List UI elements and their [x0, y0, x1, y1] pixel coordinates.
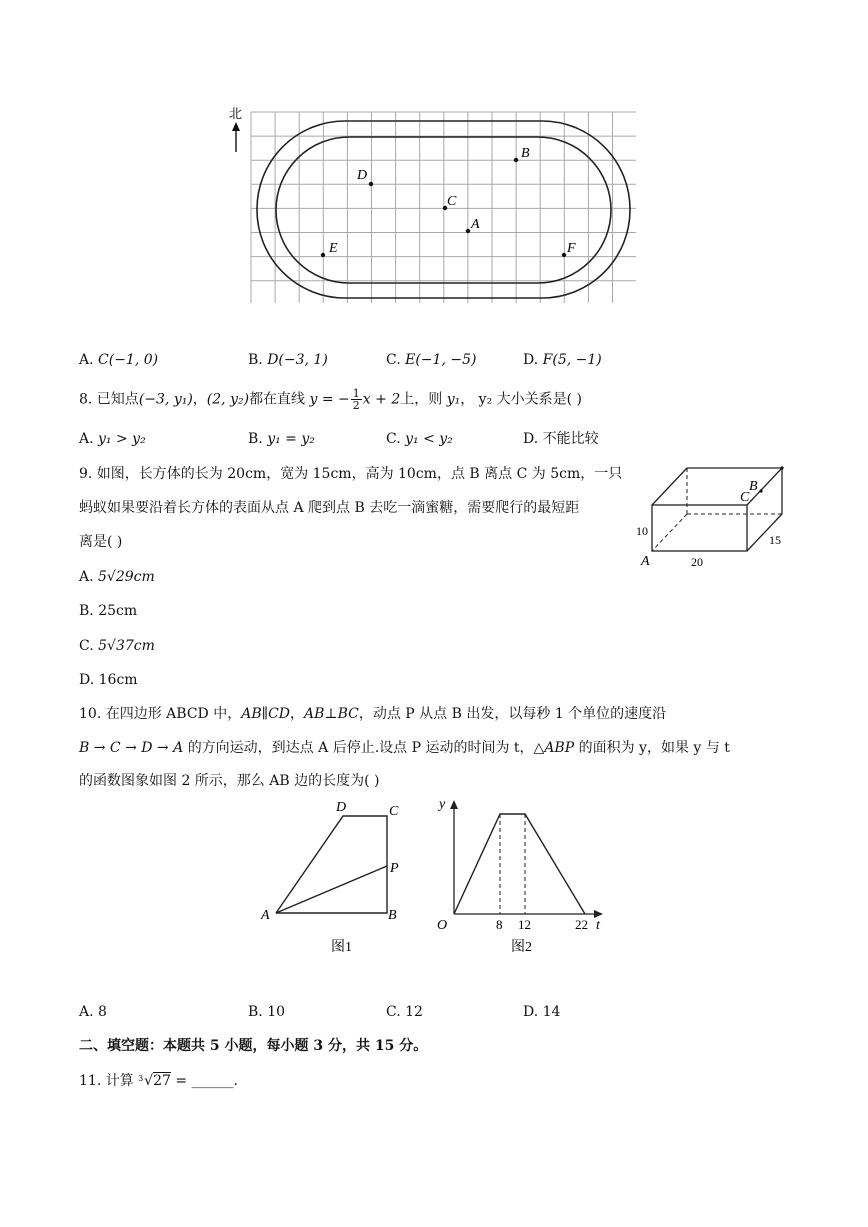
- fraction: $\frac{1}{2}$: [352, 387, 360, 412]
- north-arrow-head: [232, 122, 240, 131]
- q9-option-a[interactable]: A. 5√29cm: [79, 569, 155, 585]
- q8-option-c[interactable]: C. y₁ < y₂: [386, 431, 453, 447]
- cuboid-width: 15: [769, 533, 781, 547]
- point-d: [369, 182, 373, 186]
- cuboid-label-a: A: [641, 554, 650, 569]
- q11-stem: 11. 计算 3 √27 = ______.: [79, 1073, 239, 1089]
- fig1-label-b: B: [388, 908, 397, 923]
- point-e: [321, 253, 325, 257]
- point-b: [514, 158, 518, 162]
- q9-line-3: 离是( ): [79, 534, 123, 550]
- label-f: F: [567, 241, 576, 256]
- north-label: 北: [229, 106, 243, 121]
- q10-option-c[interactable]: C. 12: [386, 1004, 423, 1020]
- cuboid-figure: [630, 458, 800, 573]
- q9-option-d[interactable]: D. 16cm: [79, 672, 138, 688]
- fig1-label-a: A: [261, 908, 270, 923]
- q10-option-b[interactable]: B. 10: [248, 1004, 286, 1020]
- section-heading: 二、填空题：本题共 5 小题，每小题 3 分，共 15 分。: [79, 1038, 428, 1054]
- q7-option-b[interactable]: B. D(−3, 1): [248, 352, 328, 368]
- q7-option-a[interactable]: A. C(−1, 0): [79, 352, 159, 368]
- cuboid-length: 20: [691, 555, 703, 569]
- label-e: E: [329, 241, 338, 256]
- q10-line-2: B → C → D → A 的方向运动，到达点 A 后停止.设点 P 运动的时间为 t，△ABP 的面积为 y，如果 y 与 t: [79, 740, 730, 756]
- label-c: C: [447, 194, 457, 209]
- fig2-origin-label: O: [437, 918, 448, 933]
- fig1-caption: 图1: [331, 940, 352, 955]
- q7-option-d[interactable]: D. F(5, −1): [523, 352, 602, 368]
- fig1-label-d: D: [336, 800, 347, 815]
- track-grid-figure: [0, 0, 868, 330]
- q8-option-d[interactable]: D. 不能比较: [523, 431, 599, 447]
- q8-option-a[interactable]: A. y₁ > y₂: [79, 431, 146, 447]
- q9-line-2: 蚂蚁如果要沿着长方体的表面从点 A 爬到点 B 去吃一滴蜜糖，需要爬行的最短距: [79, 500, 580, 516]
- fig2-t-label: t: [596, 918, 600, 933]
- q10-option-a[interactable]: A. 8: [79, 1004, 107, 1020]
- fig2-tick-22: 22: [575, 917, 588, 932]
- fig2-tick-8: 8: [496, 917, 503, 932]
- point-f: [562, 253, 566, 257]
- fig2-y-label: y: [439, 797, 446, 812]
- fig1-label-p: P: [390, 861, 399, 876]
- q10-line-1: 10. 在四边形 ABCD 中，AB∥CD，AB⊥BC，动点 P 从点 B 出发，以每秒 1 个单位的速度沿: [79, 706, 667, 722]
- q8-option-b[interactable]: B. y₁ = y₂: [248, 431, 315, 447]
- q10-figure-2: [430, 795, 610, 960]
- fig2-tick-12: 12: [518, 917, 531, 932]
- q9-option-b[interactable]: B. 25cm: [79, 603, 138, 619]
- cube-root: 3 √27: [138, 1073, 171, 1089]
- q7-option-c[interactable]: C. E(−1, −5): [386, 352, 477, 368]
- fig2-caption: 图2: [511, 940, 532, 955]
- fig1-label-c: C: [389, 804, 399, 819]
- label-a: A: [471, 217, 480, 232]
- cuboid-label-c: C: [740, 490, 750, 505]
- q10-line-3: 的函数图象如图 2 所示，那么 AB 边的长度为( ): [79, 773, 380, 789]
- q9-line-1: 9. 如图，长方体的长为 20cm，宽为 15cm，高为 10cm，点 B 离点 C 为 5cm，一只: [79, 466, 623, 482]
- label-d: D: [357, 168, 368, 183]
- point-a: [466, 229, 470, 233]
- q10-figure-1: [255, 795, 425, 960]
- cuboid-label-b: B: [749, 479, 758, 494]
- cuboid-height: 10: [636, 524, 648, 538]
- label-b: B: [521, 146, 530, 161]
- q8-stem: 8. 已知点(−3, y₁)，(2, y₂)都在直线 y = − $\frac{1}{2}$ x + 2上，则 y₁， y₂ 大小关系是( ): [79, 387, 583, 412]
- q10-option-d[interactable]: D. 14: [523, 1004, 561, 1020]
- q9-option-c[interactable]: C. 5√37cm: [79, 638, 155, 654]
